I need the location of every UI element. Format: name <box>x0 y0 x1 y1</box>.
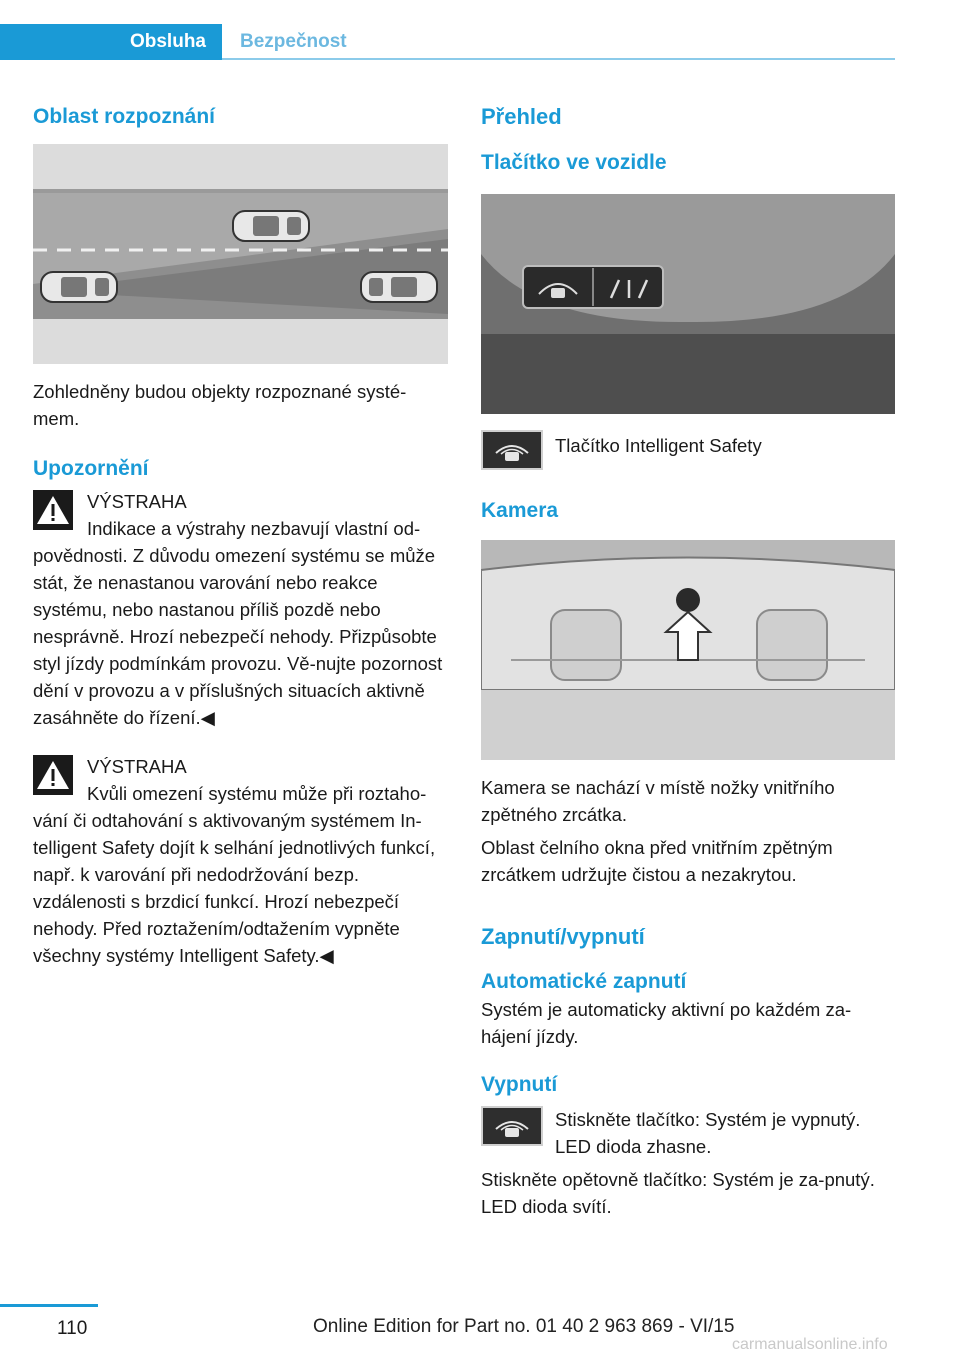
camera-location-illustration <box>481 540 895 760</box>
section-heading-notice: Upozornění <box>33 457 149 480</box>
watermark: carmanualsonline.info <box>732 1336 888 1353</box>
subheading-auto-on: Automatické zapnutí <box>481 970 687 993</box>
warning-title: VÝSTRAHA <box>87 491 187 512</box>
warning-title: VÝSTRAHA <box>87 756 187 777</box>
detection-area-figure <box>33 144 448 364</box>
edition-info: Online Edition for Part no. 01 40 2 963 869 - VI/15 <box>313 1316 735 1337</box>
camera-cleaning-text: Oblast čelního okna před vnitřním zpětným zrcátkem udržujte čistou a nezakrytou. <box>481 837 833 885</box>
tab-obsluha[interactable]: Obsluha <box>0 24 222 60</box>
camera-figure <box>481 540 895 760</box>
car-radar-icon <box>490 1113 534 1139</box>
section-heading-overview: Přehled <box>481 104 562 129</box>
camera-icon <box>676 588 700 612</box>
left-column <box>33 100 448 969</box>
intelligent-safety-button-icon[interactable] <box>481 1106 543 1146</box>
car-radar-icon <box>490 437 534 463</box>
button-panel-illustration <box>481 194 895 414</box>
intelligent-safety-button-row <box>481 430 896 470</box>
footer-accent-line <box>0 1304 98 1307</box>
car-top-icon <box>233 211 309 241</box>
intelligent-safety-button-icon[interactable] <box>481 430 543 470</box>
warning-text: Kvůli omezení systému může při roztaho-vání či odtahování s aktivovaným systémem In-telligent Safety dojít k selhání jednotlivých funkcí, např. k varování při nedodržování bezp. vzdálenosti s brzdicí funkcí. Hrozí nebezpečí nehody. Před roztažením/odtažením vypněte všechny systémy Intelligent Safety.◀ <box>33 783 436 966</box>
button-caption: Tlačítko Intelligent Safety <box>555 435 762 456</box>
subheading-button-in-vehicle: Tlačítko ve vozidle <box>481 151 667 174</box>
tab-bezpecnost[interactable]: Bezpečnost <box>240 31 347 52</box>
warning-triangle-icon <box>33 755 73 795</box>
off-button-row <box>481 1106 896 1160</box>
warning-text: Indikace a výstrahy nezbavují vlastní od-povědnosti. Z důvodu omezení systému se může stát, že nenastanou varování nebo reakce systému, nebo nastanou příliš pozdě nebo nesprávně. Hrozí nebezpečí nehody. Přizpůsobte styl jízdy podmínkám provozu. Vě-nujte pozornost dění v provozu a v příslušných situacích aktivně zasáhněte do řízení.◀ <box>33 518 443 728</box>
warning-block-2 <box>33 753 448 969</box>
section-heading-detection-area: Oblast rozpoznání <box>33 105 216 128</box>
vehicle-button-figure <box>481 194 895 414</box>
warning-block-1 <box>33 488 448 731</box>
detection-area-illustration <box>33 144 448 364</box>
car-top-icon <box>361 272 437 302</box>
right-column <box>481 100 896 1220</box>
auto-on-text: Systém je automaticky aktivní po každém za-hájení jízdy. <box>481 999 852 1047</box>
on-again-text: Stiskněte opětovně tlačítko: Systém je za-pnutý. LED dioda svítí. <box>481 1169 875 1217</box>
subheading-off: Vypnutí <box>481 1073 558 1096</box>
camera-location-text: Kamera se nachází v místě nožky vnitřního zpětného zrcátka. <box>481 777 835 825</box>
section-heading-on-off: Zapnutí/vypnutí <box>481 924 645 949</box>
chapter-tabs <box>0 24 895 62</box>
off-text: Stiskněte tlačítko: Systém je vypnutý. LED dioda zhasne. <box>555 1109 861 1157</box>
warning-triangle-icon <box>33 490 73 530</box>
tab-underline <box>222 58 895 60</box>
detection-caption: Zohledněny budou objekty rozpoznané systé-mem. <box>33 381 407 429</box>
subheading-camera: Kamera <box>481 499 559 522</box>
page-number: 110 <box>57 1318 88 1339</box>
car-top-icon <box>41 272 117 302</box>
